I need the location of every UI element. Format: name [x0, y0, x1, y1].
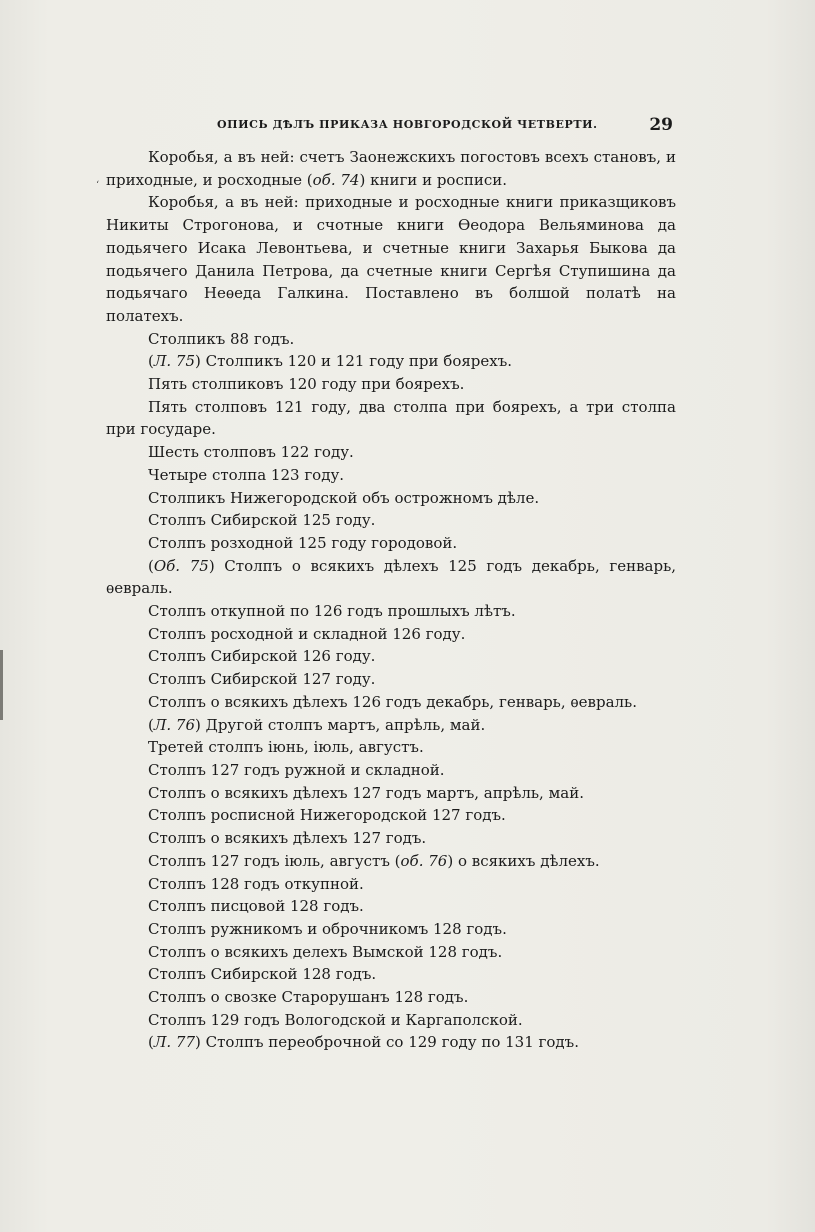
paragraph [106, 986, 676, 1009]
stray-mark: ‘ [96, 180, 100, 191]
folio-reference: Л. 75 [153, 352, 195, 371]
paragraph-text: Столпъ откупной по 126 годъ прошлыхъ лѣтъ. [148, 602, 516, 621]
paragraph-text: Столпъ 127 годъ ружной и складной. [148, 760, 445, 779]
paragraph [106, 941, 676, 964]
paragraph-text: ) Другой столпъ мартъ, апрѣль, май. [195, 715, 486, 734]
paragraph-text: Коробья, а въ ней: счетъ Заонежскихъ погостовъ всехъ становъ, и приходные, и росходные ( [106, 148, 676, 189]
paragraph-text: Третей столпъ іюнь, іюль, августъ. [148, 738, 424, 757]
paragraph [106, 350, 676, 373]
paragraph-text: Столпъ о всякихъ дѣлехъ 127 годъ мартъ, апрѣль, май. [148, 783, 584, 802]
paragraph-text: Пять столпиковъ 120 году при боярехъ. [148, 375, 465, 394]
paragraph [106, 555, 676, 600]
paragraph-text: ) Столпикъ 120 и 121 году при боярехъ. [195, 352, 513, 371]
paragraph-text: Столпъ о всякихъ дѣлехъ 127 годъ. [148, 829, 427, 848]
paragraph-text: Столпикъ Нижегородской объ острожномъ дѣле. [148, 488, 540, 507]
folio-reference: об. 76 [400, 851, 448, 870]
paragraph-text: Столпъ Сибирской 127 году. [148, 670, 376, 689]
paragraph [106, 146, 676, 191]
paragraph [106, 714, 676, 737]
paragraph-text: Шесть столповъ 122 году. [148, 443, 354, 462]
page-number: 29 [649, 115, 673, 135]
paragraph-text: Столпъ Сибирской 125 году. [148, 511, 376, 530]
text-body [106, 146, 676, 1054]
folio-reference: Л. 77 [153, 1033, 195, 1052]
paragraph-text: Четыре столпа 123 году. [148, 465, 345, 484]
paragraph [106, 509, 676, 532]
binding-edge [0, 650, 3, 720]
paragraph-text: Коробья, а въ ней: приходные и росходные книги приказщиковъ Никиты Строгонова, и счотные книги Ѳеодора Вельяминова да подьячего Исака Левонтьева, и счетные книги Захарья Быкова да подьячего Данила Петрова, да счетные книги Сергѣя Ступишина да подьячаго Неѳеда Галкина. Поставлено въ болшой полатѣ на полатехъ. [106, 193, 676, 325]
paragraph-text: Столпъ росходной и складной 126 году. [148, 624, 466, 643]
paragraph-text: Столпъ Сибирской 128 годъ. [148, 965, 377, 984]
paragraph [106, 804, 676, 827]
paragraph [106, 645, 676, 668]
paragraph-text: Столпъ росписной Нижегородской 127 годъ. [148, 806, 506, 825]
paragraph [106, 895, 676, 918]
paragraph [106, 918, 676, 941]
paragraph-text: Столпъ о всякихъ дѣлехъ 126 годъ декабрь, генварь, ѳевраль. [148, 692, 637, 711]
paragraph-text: ) книги и росписи. [359, 170, 508, 189]
paragraph [106, 1009, 676, 1032]
paragraph-text: ) о всякихъ дѣлехъ. [447, 851, 600, 870]
paragraph [106, 396, 676, 441]
paragraph [106, 782, 676, 805]
paragraph [106, 668, 676, 691]
paragraph [106, 736, 676, 759]
paragraph-text: Столпъ писцовой 128 годъ. [148, 897, 364, 916]
paragraph [106, 487, 676, 510]
paragraph-text: ) Столпъ переоброчной со 129 году по 131 годъ. [195, 1033, 579, 1052]
folio-reference: Л. 76 [153, 715, 195, 734]
paragraph-text: Столпъ розходной 125 году городовой. [148, 533, 458, 552]
paragraph-text: Пять столповъ 121 году, два столпа при боярехъ, а три столпа при государе. [106, 397, 676, 439]
paragraph [106, 1031, 676, 1054]
paragraph-text: Столпикъ 88 годъ. [148, 329, 295, 348]
paragraph [106, 963, 676, 986]
paragraph [106, 191, 676, 327]
paragraph [106, 850, 676, 873]
folio-reference: Об. 75 [153, 556, 209, 575]
paragraph [106, 373, 676, 396]
paragraph-text: Столпъ Сибирской 126 году. [148, 647, 376, 666]
paragraph [106, 827, 676, 850]
running-title: ОПИСЬ ДѢЛЪ ПРИКАЗА НОВГОРОДСКОЙ ЧЕТВЕРТИ. [217, 118, 598, 131]
paragraph-text: ( [148, 352, 154, 371]
paragraph-text: ) Столпъ о всякихъ дѣлехъ 125 годъ декабрь, генварь, ѳевраль. [106, 556, 677, 598]
paragraph [106, 873, 676, 896]
paragraph-text: Столпъ ружникомъ и оброчникомъ 128 годъ. [148, 919, 507, 938]
paragraph [106, 623, 676, 646]
paragraph [106, 328, 676, 351]
paragraph-text: Столпъ 127 годъ іюль, августъ ( [148, 851, 401, 870]
paragraph-text: Столпъ о свозке Старорушанъ 128 годъ. [148, 988, 469, 1007]
paragraph-text: ( [148, 1033, 154, 1052]
paragraph [106, 600, 676, 623]
running-head [217, 115, 677, 137]
paragraph [106, 441, 676, 464]
paragraph-text: ( [148, 556, 154, 575]
paragraph-text: ( [148, 715, 154, 734]
paragraph [106, 691, 676, 714]
paragraph [106, 532, 676, 555]
folio-reference: об. 74 [312, 170, 360, 189]
paragraph [106, 464, 676, 487]
paragraph [106, 759, 676, 782]
paragraph-text: Столпъ о всякихъ делехъ Вымской 128 годъ. [148, 942, 503, 961]
paragraph-text: Столпъ 129 годъ Вологодской и Каргаполской. [148, 1010, 523, 1029]
paragraph-text: Столпъ 128 годъ откупной. [148, 874, 364, 893]
